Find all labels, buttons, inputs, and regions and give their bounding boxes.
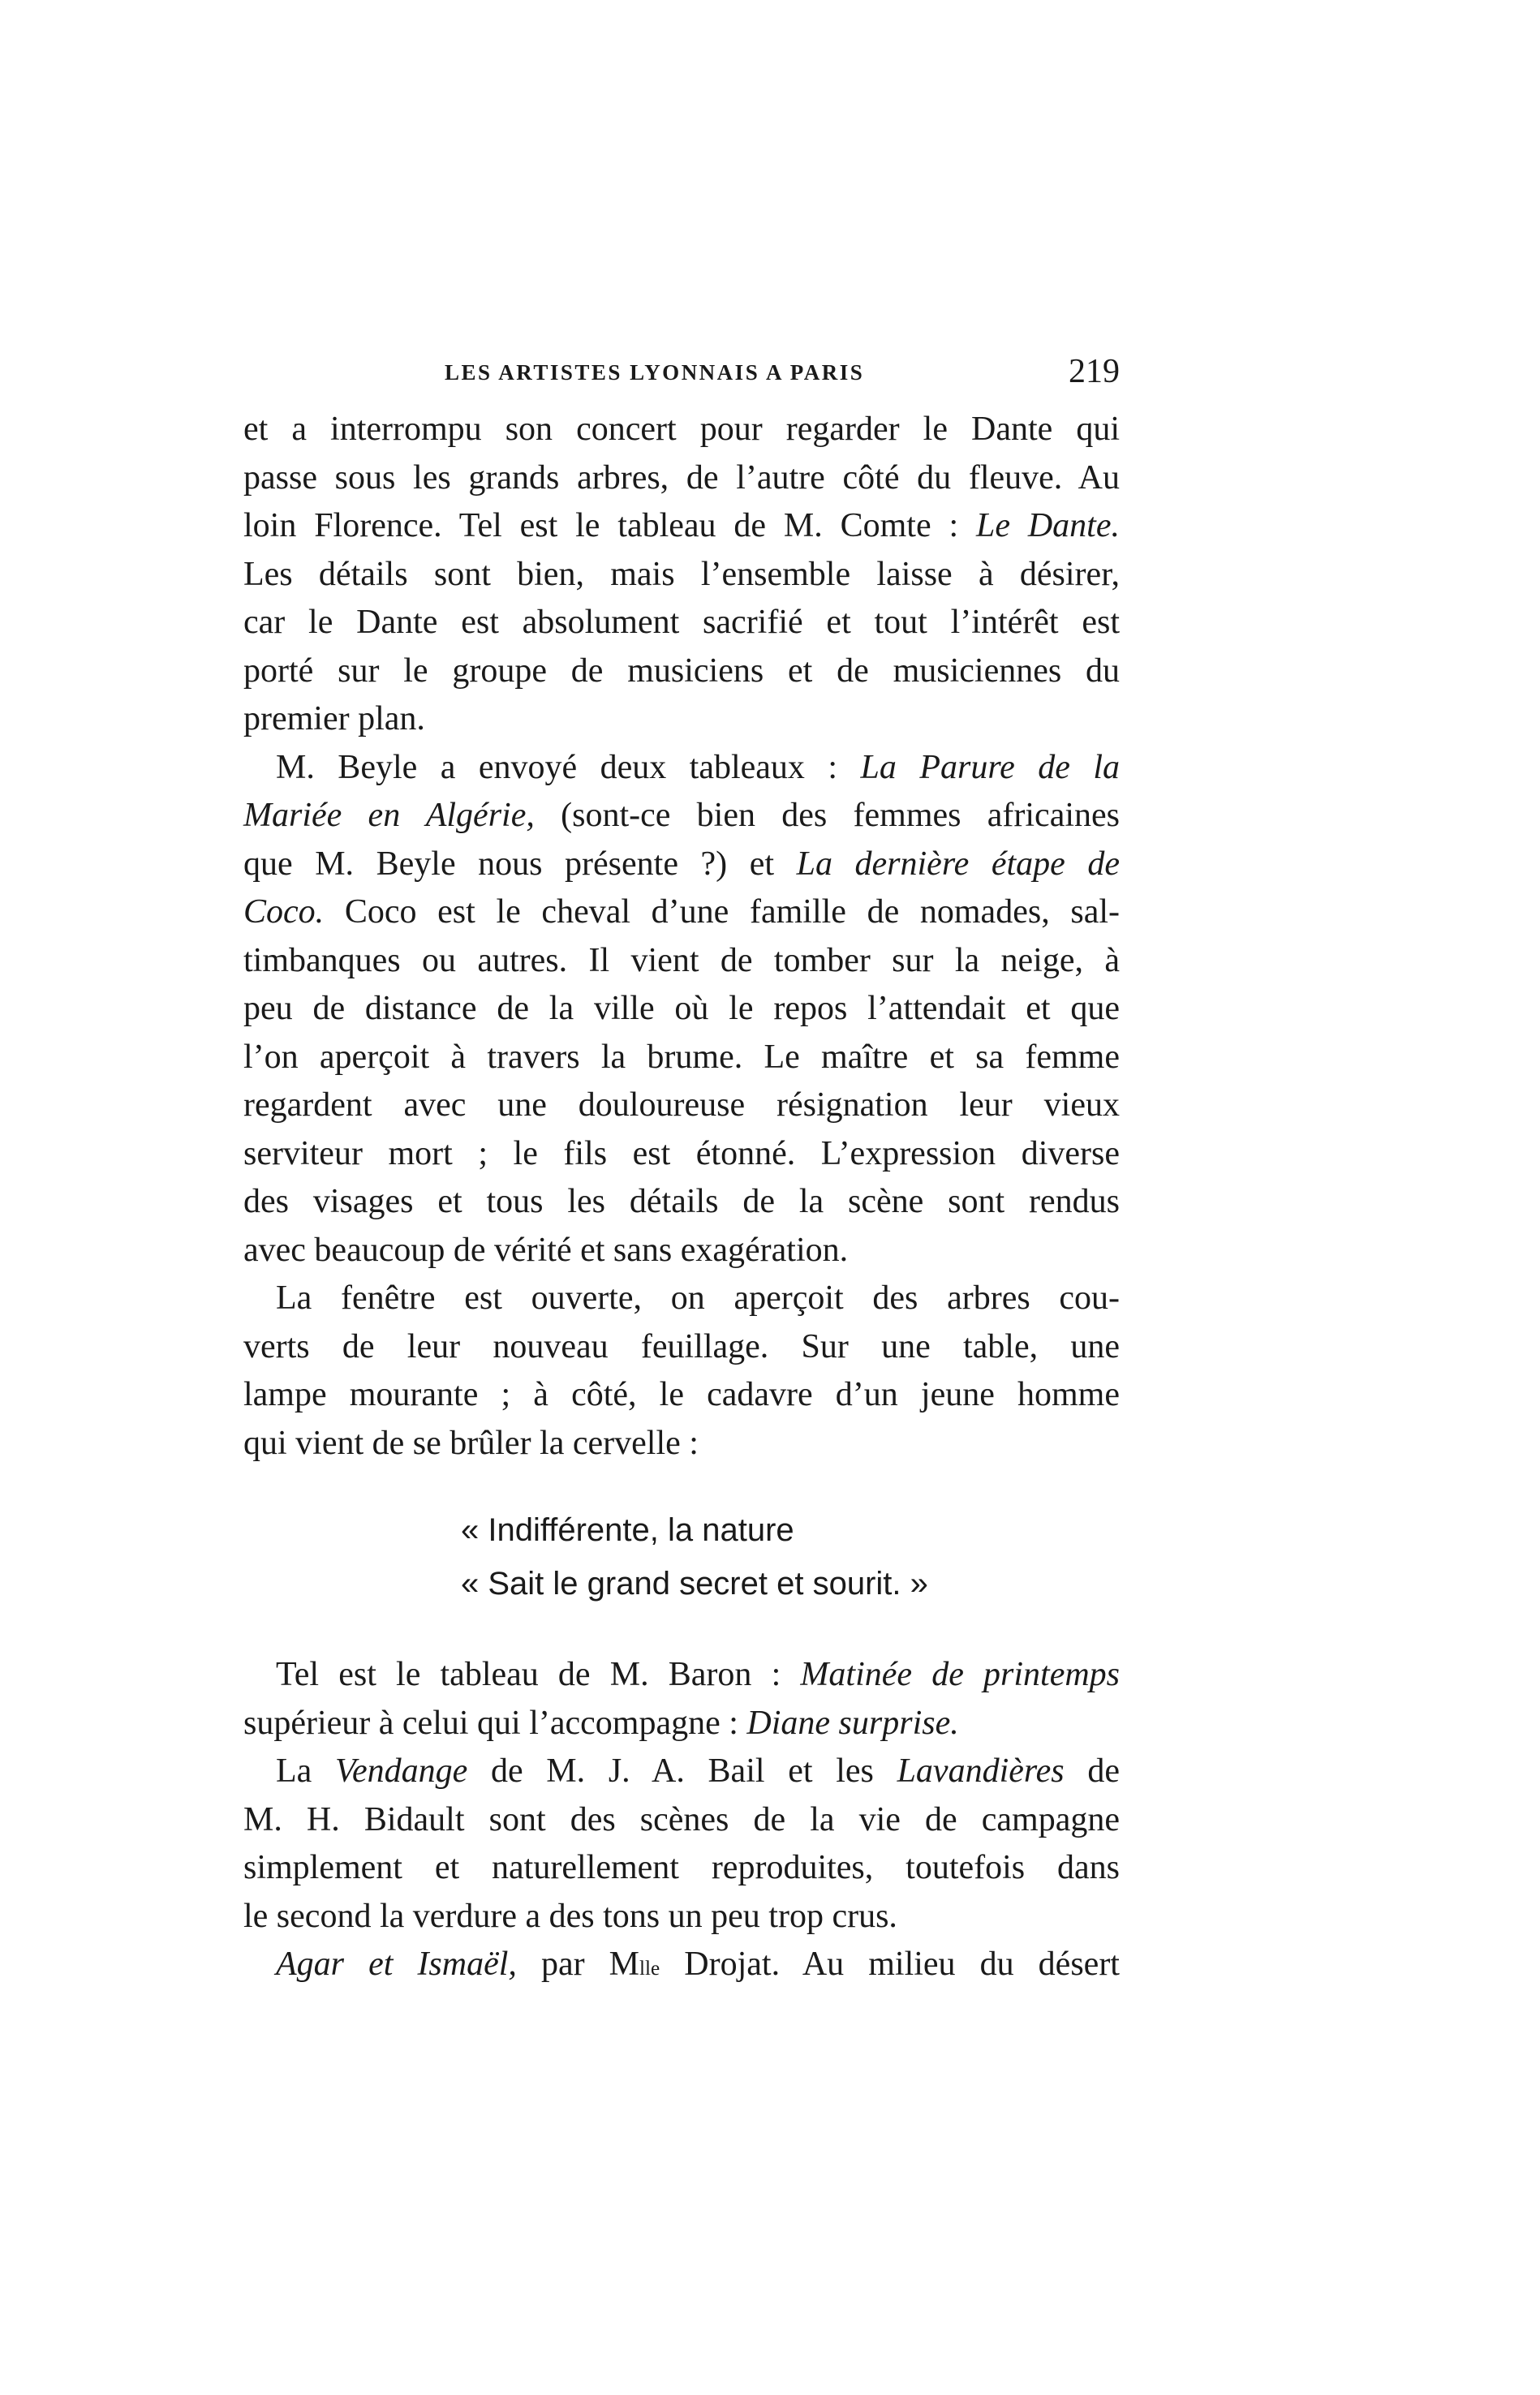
page-number: 219 [1069, 353, 1120, 390]
text-line: simplement et naturellement reproduites, toutefois dans [243, 1849, 1120, 1886]
text-line [243, 1941, 1120, 1989]
artwork-title: La Parure de la [860, 748, 1120, 786]
artwork-title: Matinée de printemps [800, 1656, 1121, 1693]
abbreviation-superscript: lle [639, 1958, 660, 1980]
artwork-title: Mariée en Algérie, [243, 797, 535, 834]
text-segment: que M. Beyle nous présente ?) et [243, 845, 797, 883]
text-line [243, 744, 1120, 793]
text-segment: supérieur à celui qui l’accompagne : [243, 1704, 747, 1742]
running-head [243, 353, 1120, 399]
text-line [243, 1700, 1120, 1748]
text-segment: loin Florence. Tel est le tableau de M. Comte : [243, 507, 976, 544]
text-line: le second la verdure a des tons un peu trop crus. [243, 1897, 897, 1935]
text-line: l’on aperçoit à travers la brume. Le maître et sa femme [243, 1038, 1120, 1076]
text-segment: Tel est le tableau de M. Baron : [276, 1656, 801, 1693]
artwork-title: Le Dante. [975, 507, 1120, 544]
verse-line: « Sait le grand secret et sourit. » [461, 1566, 928, 1602]
verse-line: « Indifférente, la nature [461, 1512, 794, 1548]
text-line: des visages et tous les détails de la scène sont rendus [243, 1183, 1120, 1220]
text-line: premier plan. [243, 700, 425, 737]
text-line: qui vient de se brûler la cervelle : [243, 1424, 699, 1462]
text-segment: de [1064, 1752, 1120, 1790]
text-line: et a interrompu son concert pour regarder le Dante qui [243, 411, 1120, 448]
text-line: porté sur le groupe de musiciens et de musiciennes du [243, 651, 1120, 690]
text-line: verts de leur nouveau feuillage. Sur une table, une [243, 1327, 1120, 1365]
text-line: peu de distance de la ville où le repos l’attendait et que [243, 990, 1120, 1027]
text-segment: (sont-ce bien des femmes africaines [534, 797, 1120, 834]
text-line: serviteur mort ; le fils est étonné. L’expression diverse [243, 1134, 1120, 1172]
text-line [243, 792, 1120, 841]
spacer [243, 1610, 1120, 1651]
artwork-title: Vendange [334, 1752, 468, 1790]
text-line: La fenêtre est ouverte, on aperçoit des arbres cou- [276, 1279, 1120, 1317]
artwork-title: Diane surprise. [746, 1704, 959, 1742]
artwork-title: Lavandières [897, 1752, 1065, 1790]
text-segment: de M. J. A. Bail et les [467, 1752, 897, 1790]
text-line: avec beaucoup de vérité et sans exagération. [243, 1231, 849, 1269]
text-line: timbanques ou autres. Il vient de tomber sur la neige, à [243, 941, 1120, 979]
text-line: M. H. Bidault sont des scènes de la vie de campagne [243, 1800, 1120, 1838]
artwork-title: Coco. [243, 893, 325, 931]
running-title: LES ARTISTES LYONNAIS A PARIS [445, 360, 865, 385]
artwork-title: Agar et Ismaël, [276, 1946, 517, 1983]
text-segment: M. Beyle a envoyé deux tableaux : [276, 748, 861, 786]
text-segment: Drojat. Au milieu du désert [660, 1946, 1120, 1983]
text-line [243, 841, 1120, 889]
text-line [243, 1748, 1120, 1796]
spacer [243, 1468, 1120, 1503]
text-segment: La [276, 1752, 335, 1790]
text-line: Les détails sont bien, mais l’ensemble laisse à désirer, [243, 555, 1120, 593]
text-line: lampe mourante ; à côté, le cadavre d’un jeune homme [243, 1376, 1120, 1413]
artwork-title: La dernière étape de [796, 845, 1120, 883]
text-line [243, 1651, 1120, 1700]
body-text [243, 406, 1120, 1989]
text-line: car le Dante est absolument sacrifié et tout l’intérêt est [243, 604, 1120, 641]
text-line: passe sous les grands arbres, de l’autre côté du fleuve. Au [243, 458, 1120, 497]
text-segment: Coco est le cheval d’une famille de nomades, sal- [324, 893, 1120, 931]
text-line [243, 888, 1120, 937]
text-line [243, 502, 1120, 551]
text-line: regardent avec une douloureuse résignation leur vieux [243, 1086, 1120, 1124]
text-segment: par M [516, 1946, 640, 1983]
